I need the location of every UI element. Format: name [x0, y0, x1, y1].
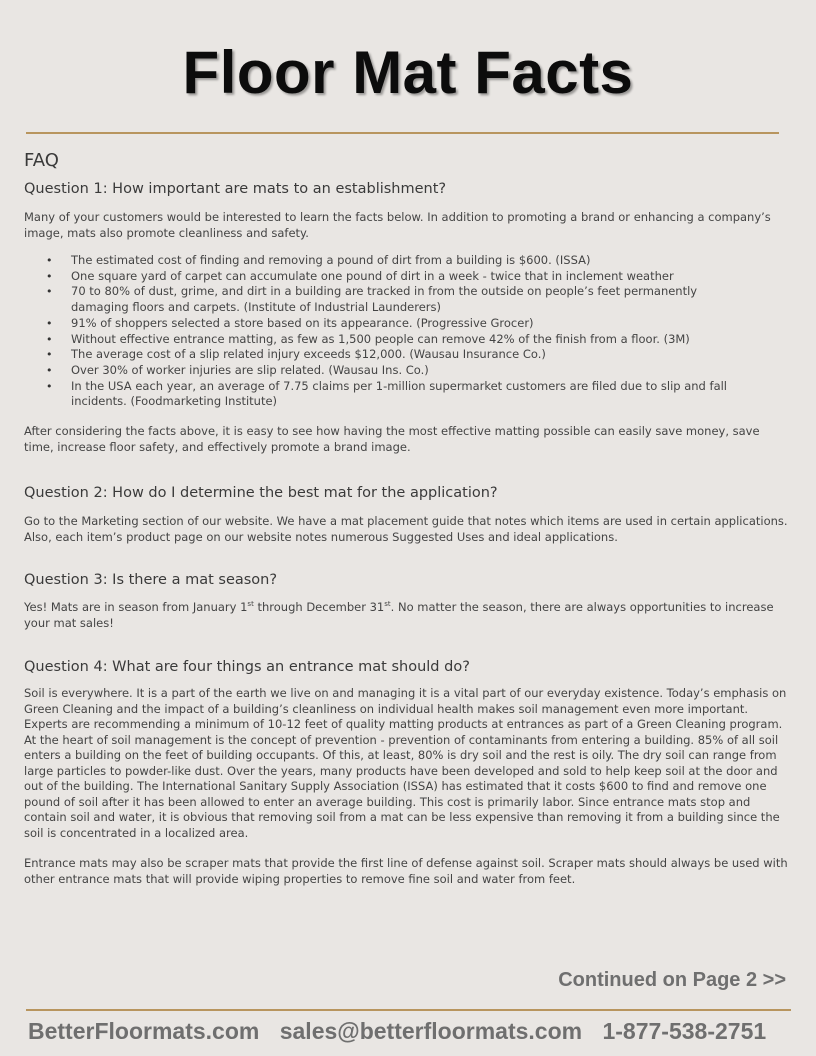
ordinal-suffix: st	[384, 600, 391, 609]
footer	[28, 1018, 798, 1045]
list-item: • Without effective entrance matting, as few as 1,500 people can remove 42% of the finish from a floor. (3M)	[24, 332, 789, 348]
list-item: • Over 30% of worker injuries are slip related. (Wausau Ins. Co.)	[24, 363, 789, 379]
question-3-answer	[24, 600, 789, 631]
page-title: Floor Mat Facts	[182, 39, 634, 106]
question-4: Question 4: What are four things an entrance mat should do?	[24, 659, 470, 676]
faq-heading: FAQ	[24, 150, 59, 171]
answer-text: Yes! Mats are in season from January 1	[24, 600, 248, 615]
ordinal-suffix: st	[247, 600, 254, 609]
question-2: Question 2: How do I determine the best mat for the application?	[24, 485, 498, 502]
question-1-conclusion: After considering the facts above, it is easy to see how having the most effective matting possible can easily save money, save time, increase floor safety, and effectively promote a brand image.	[24, 424, 760, 454]
list-item: • The average cost of a slip related injury exceeds $12,000. (Wausau Insurance Co.)	[24, 347, 789, 363]
continued-link: Continued on Page 2 >>	[558, 969, 786, 991]
list-item: • 70 to 80% of dust, grime, and dirt in a building are tracked in from the outside on people’s feet permanently damaging floors and carpets. (Institute of Industrial Launderers)	[24, 284, 789, 315]
top-divider	[26, 132, 779, 134]
list-item: • 91% of shoppers selected a store based on its appearance. (Progressive Grocer)	[24, 316, 789, 332]
question-4-paragraph-2: Entrance mats may also be scraper mats that provide the first line of defense against soil. Scraper mats should always be used with other entrance mats that will provide wiping properties to remove fine soil and water from feet.	[24, 856, 788, 886]
question-1: Question 1: How important are mats to an establishment?	[24, 181, 447, 197]
footer-phone: 1-877-538-2751	[602, 1018, 767, 1044]
faq-content	[24, 150, 789, 887]
list-item: • In the USA each year, an average of 7.75 claims per 1-million supermarket customers are filed due to slip and fall incidents. (Foodmarketing Institute)	[24, 379, 789, 410]
bottom-divider	[26, 1009, 791, 1011]
question-3: Question 3: Is there a mat season?	[24, 572, 278, 589]
list-item: • The estimated cost of finding and removing a pound of dirt from a building is $600. (ISSA)	[24, 253, 789, 269]
question-2-answer: Go to the Marketing section of our website. We have a mat placement guide that notes which items are used in certain applications. Also, each item’s product page on our website notes numerous Suggested Uses and ideal applications.	[24, 514, 788, 544]
question-4-paragraph-1: Soil is everywhere. It is a part of the earth we live on and managing it is a vital part of our everyday existence. Today’s emphasis on Green Cleaning and the impact of a building’s cleanliness on individual health makes soil management even more important. Experts are recommending a minimum of 10-12 feet of quality matting products at entrances as part of a Green Cleaning program. At the heart of soil management is the concept of prevention - prevention of contaminants from entering a building. 85% of all soil enters a building on the feet of building occupants. Of this, at least, 80% is dry soil and the rest is oily. The dry soil can range from large particles to powder-like dust. Over the years, many products have been developed and sold to help keep soil at the door and out of the building. The International Sanitary Supply Association (ISSA) has estimated that it costs $600 to find and remove one pound of soil after it has been allowed to enter an average building. This cost is primarily labor. Since entrance mats stop and contain soil and water, it is obvious that removing soil from a mat can be less expensive than removing it from a building since the soil is concentrated in a localized area.	[24, 686, 787, 840]
facts-list	[24, 253, 789, 410]
question-1-intro: Many of your customers would be interested to learn the facts below. In addition to promoting a brand or enhancing a company’s image, mats also promote cleanliness and safety.	[24, 210, 771, 240]
list-item: • One square yard of carpet can accumulate one pound of dirt in a week - twice that in inclement weather	[24, 269, 789, 285]
footer-email: sales@betterfloormats.com	[279, 1018, 583, 1044]
footer-website: BetterFloormats.com	[28, 1018, 260, 1044]
answer-text: through December 31	[253, 600, 385, 615]
answer-text: . No matter the season, there are always opportunities to increase your mat sales!	[24, 600, 774, 630]
